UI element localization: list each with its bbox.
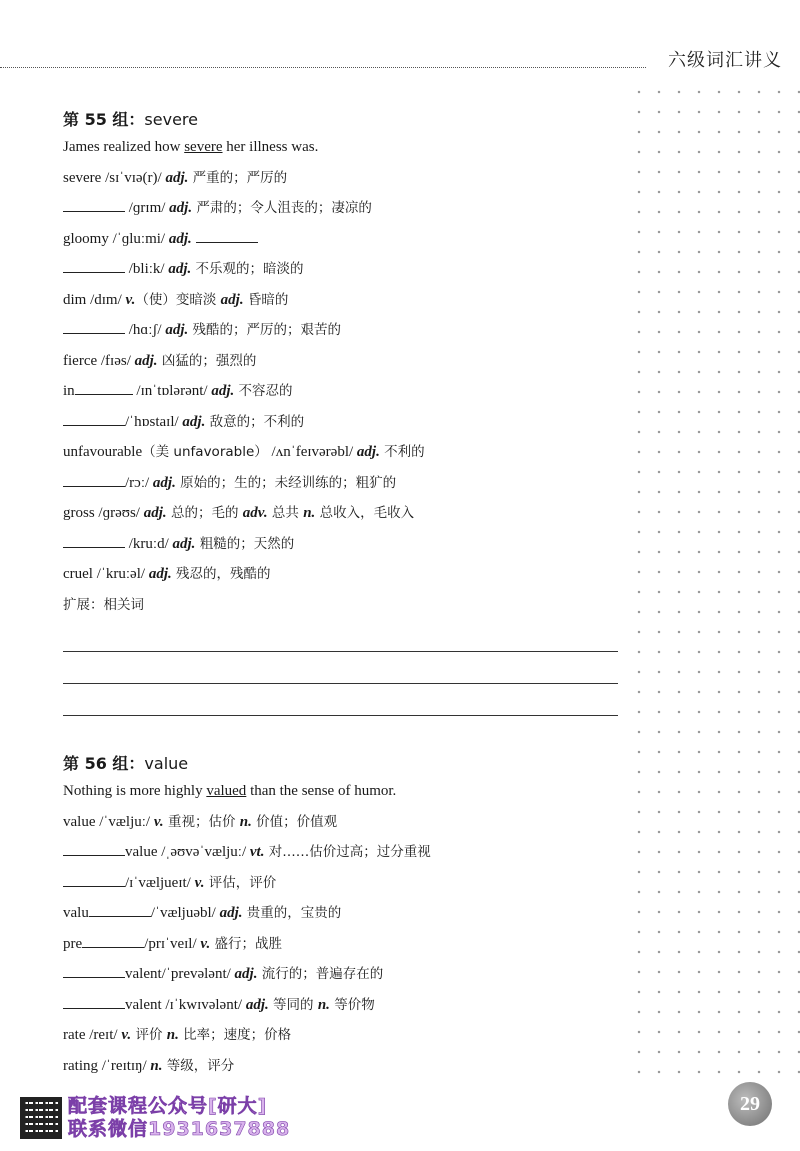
vocab-entry: /bliːk/ adj. 不乐观的；暗淡的: [63, 254, 633, 285]
extension-label: 扩展：相关词: [63, 596, 144, 613]
vocab-entry: valent /ɪˈkwɪvələnt/ adj. 等同的 n. 等价物: [63, 990, 633, 1021]
fill-blank[interactable]: [63, 472, 125, 487]
write-line[interactable]: [63, 684, 618, 716]
vocab-entry: /ɡrɪm/ adj. 严肃的；令人沮丧的；凄凉的: [63, 193, 633, 224]
write-line[interactable]: [63, 620, 618, 652]
vocab-entry: gloomy /ˈɡluːmi/ adj.: [63, 224, 633, 255]
vocab-entry: pre /prɪˈveɪl/ v. 盛行；战胜: [63, 929, 633, 960]
watermark-line-2: 联系微信1931637888: [68, 1118, 291, 1140]
group-55-title: 第 55 组：severe: [63, 110, 198, 129]
vocab-entry: fierce /fɪəs/ adj. 凶猛的；强烈的: [63, 352, 257, 369]
group-56-example: Nothing is more highly valued than the sense of humor.: [63, 783, 397, 799]
qr-code-icon: [20, 1097, 62, 1139]
page-content: [63, 108, 633, 1081]
fill-blank[interactable]: [82, 933, 144, 948]
watermark: [20, 1092, 290, 1144]
vocab-entry: rate /reɪt/ v. 评价 n. 比率；速度；价格: [63, 1027, 292, 1043]
dotted-notes-area: [625, 80, 800, 1080]
fill-blank[interactable]: [63, 197, 125, 212]
vocab-entry: unfavourable（美 unfavorable） /ʌnˈfeɪvərəbl/ adj. 不利的: [63, 444, 425, 460]
vocab-entry: value /ˈvæljuː/ v. 重视；估价 n. 价值；价值观: [63, 813, 338, 830]
page-number: 29: [728, 1082, 772, 1126]
fill-blank[interactable]: [63, 258, 125, 273]
header-title: 六级词汇讲义: [668, 50, 782, 71]
vocab-entry: severe /sɪˈvɪə(r)/ adj. 严重的；严厉的: [63, 169, 288, 186]
group-55-example: James realized how severe her illness was.: [63, 139, 319, 155]
vocab-entry: valu /ˈvæljuəbl/ adj. 贵重的，宝贵的: [63, 898, 633, 929]
fill-blank[interactable]: [75, 380, 133, 395]
vocab-entry: in /ɪnˈtɒlərənt/ adj. 不容忍的: [63, 376, 633, 407]
fill-blank[interactable]: [63, 533, 125, 548]
vocab-entry: value /ˌəʊvəˈvæljuː/ vt. 对……估价过高；过分重视: [63, 837, 633, 868]
fill-blank[interactable]: [63, 872, 125, 887]
vocab-entry: /ˈhɒstaɪl/ adj. 敌意的；不利的: [63, 407, 633, 438]
fill-blank[interactable]: [63, 963, 125, 978]
vocab-entry: dim /dɪm/ v.（使）变暗淡 adj. 昏暗的: [63, 291, 289, 308]
fill-blank[interactable]: [89, 902, 151, 917]
fill-blank[interactable]: [63, 994, 125, 1009]
vocab-entry: /rɔː/ adj. 原始的；生的；未经训练的；粗犷的: [63, 468, 633, 499]
group-56-title: 第 56 组：value: [63, 754, 189, 773]
fill-blank[interactable]: [63, 411, 125, 426]
vocab-entry: /kruːd/ adj. 粗糙的；天然的: [63, 529, 633, 560]
fill-blank[interactable]: [196, 228, 258, 243]
vocab-entry: /hɑːʃ/ adj. 残酷的；严厉的；艰苦的: [63, 315, 633, 346]
vocab-entry: gross /ɡrəʊs/ adj. 总的；毛的 adv. 总共 n. 总收入，毛收入: [63, 505, 415, 521]
watermark-line-1: 配套课程公众号[研大]: [68, 1095, 268, 1117]
vocab-entry: valent/ˈprevələnt/ adj. 流行的；普遍存在的: [63, 959, 633, 990]
vocab-entry: rating /ˈreɪtɪŋ/ n. 等级，评分: [63, 1057, 235, 1074]
header-rule: [0, 67, 646, 68]
fill-blank[interactable]: [63, 841, 125, 856]
vocab-entry: /ɪˈvæljueɪt/ v. 评估，评价: [63, 868, 633, 899]
write-line[interactable]: [63, 652, 618, 684]
vocab-entry: cruel /ˈkruːəl/ adj. 残忍的，残酷的: [63, 566, 271, 582]
fill-blank[interactable]: [63, 319, 125, 334]
